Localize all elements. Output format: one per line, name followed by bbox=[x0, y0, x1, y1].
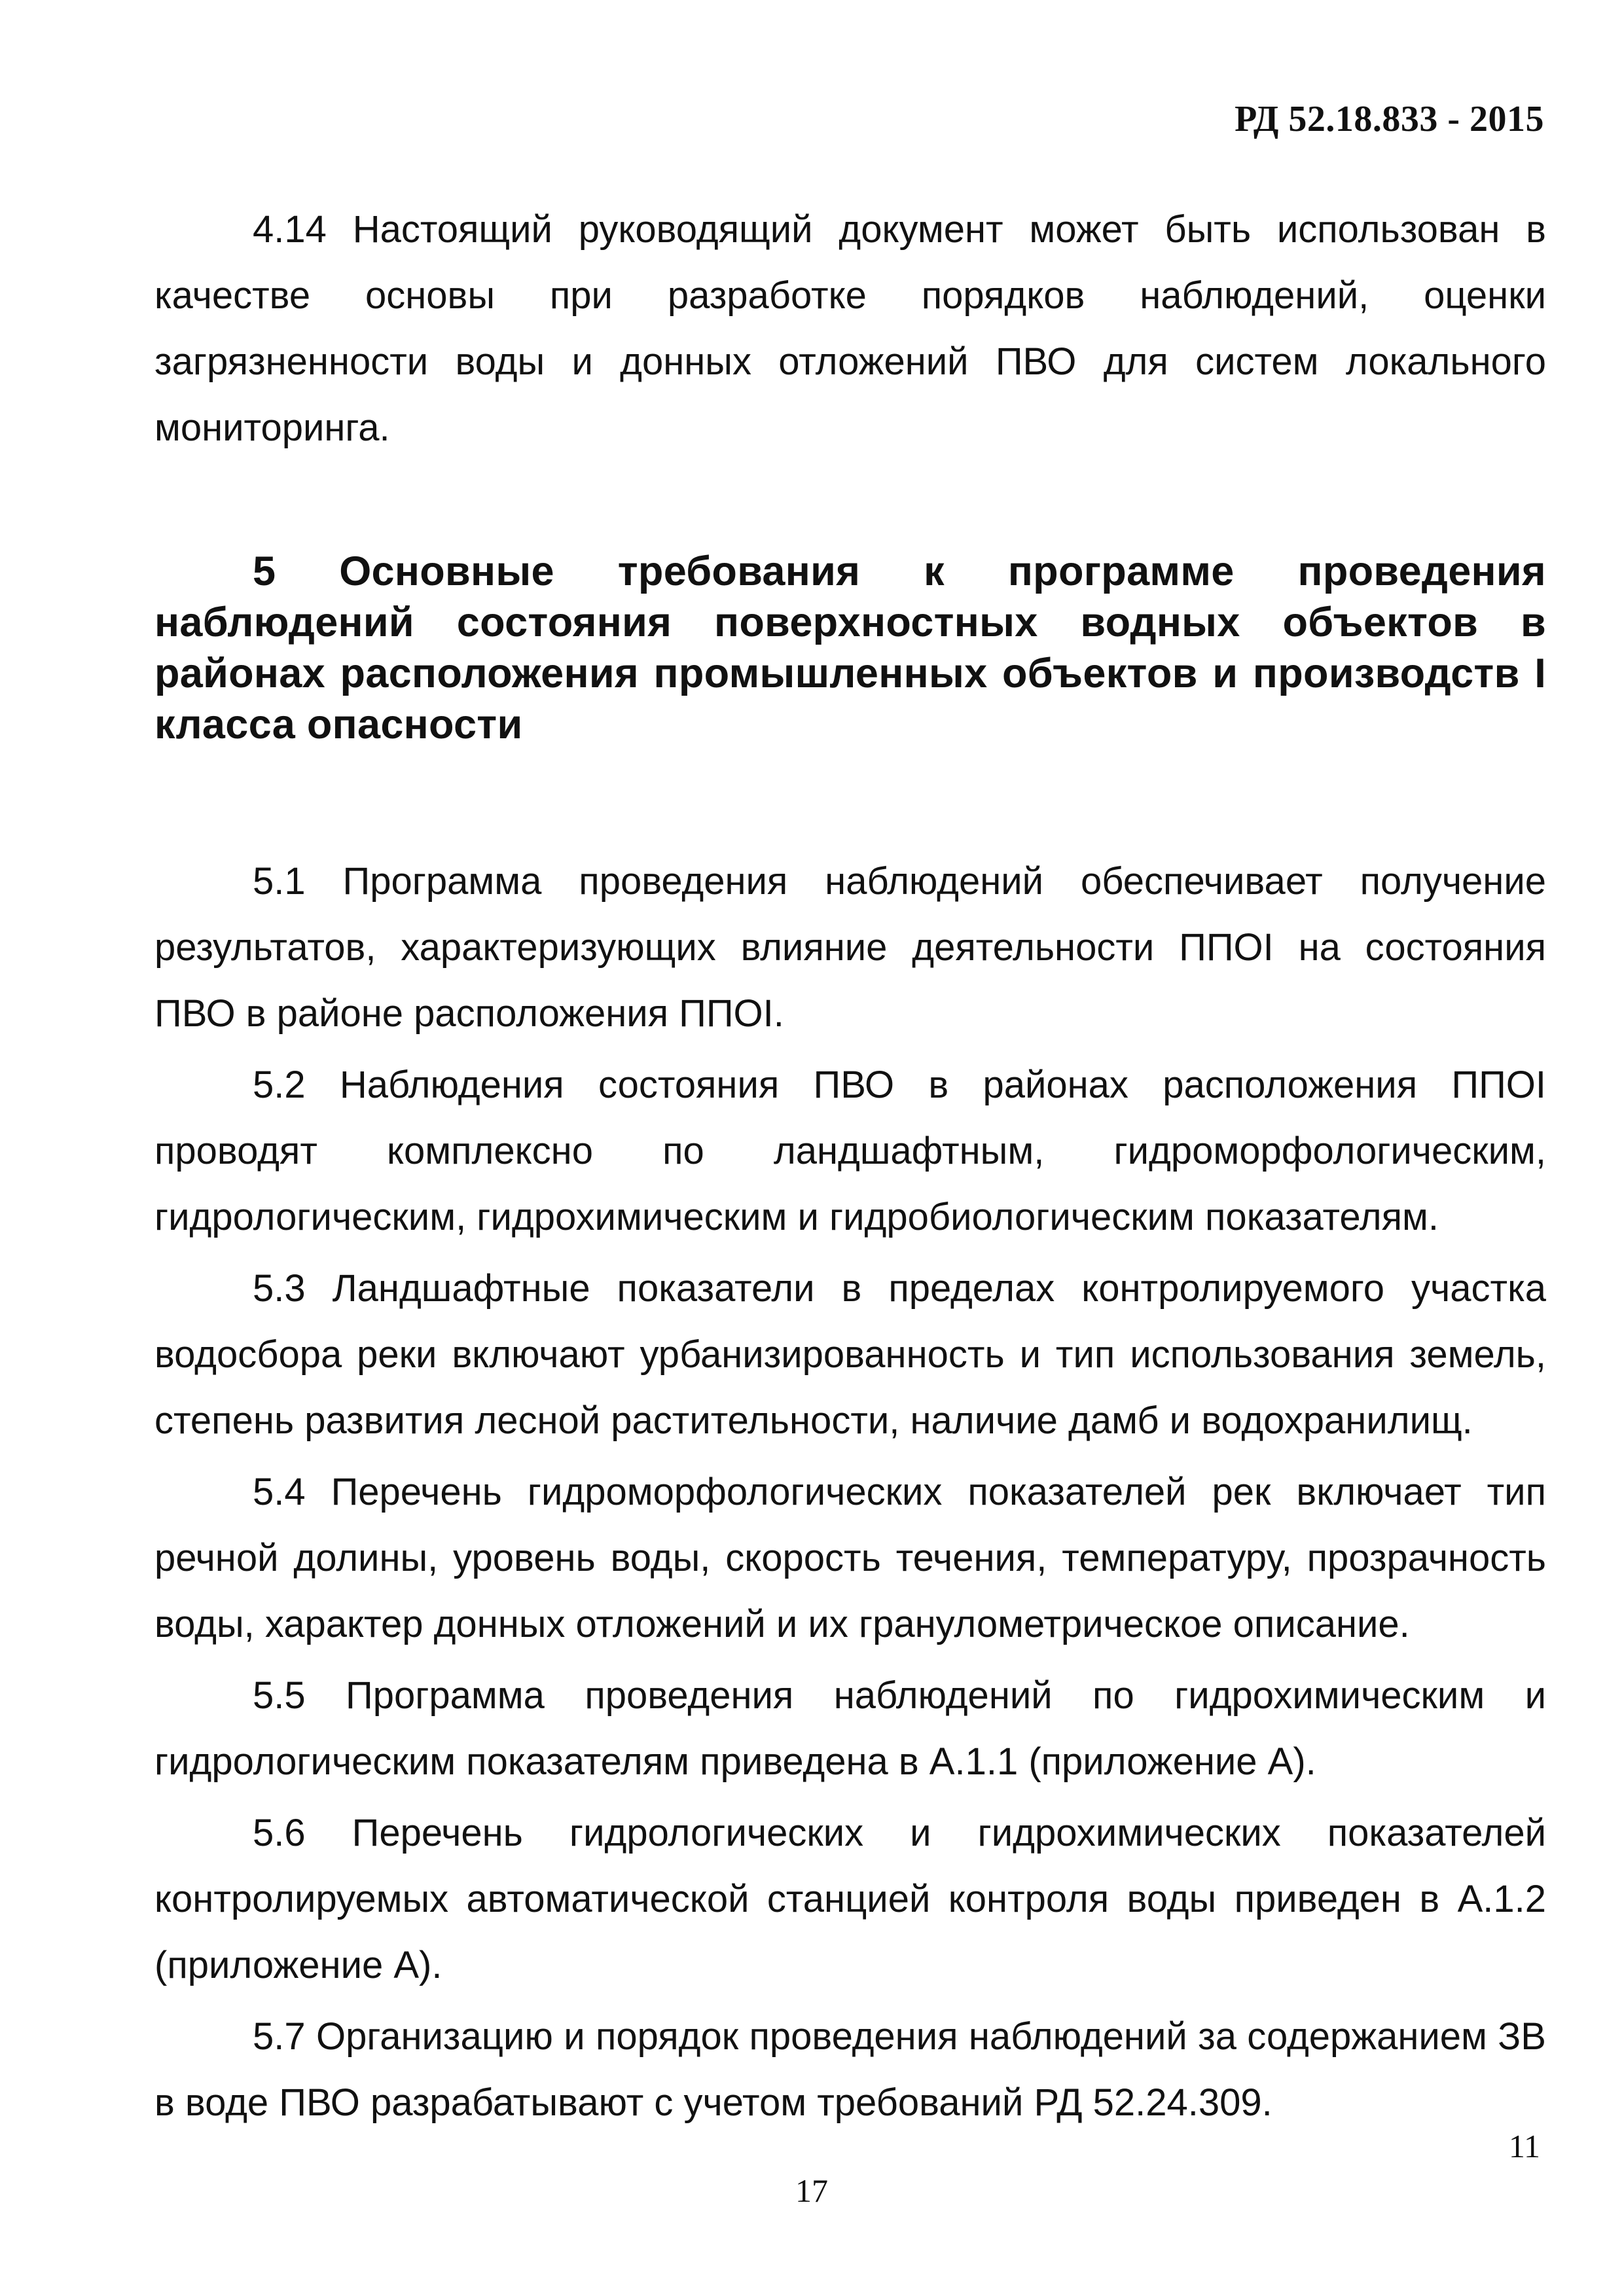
paragraph-5-1: 5.1 Программа проведения наблюдений обеспечивает получение результатов, характеризующих влияние деятельности ППОI на состояния ПВО в районе расположения ППОI. bbox=[154, 860, 1546, 1035]
document-code: РД 52.18.833 - 2015 bbox=[1235, 99, 1544, 139]
paragraph-5-5: 5.5 Программа проведения наблюдений по гидрохимическим и гидрологическим показателям приведена в А.1.1 (приложение А). bbox=[154, 1674, 1546, 1783]
section-5-heading: 5 Основные требования к программе проведения наблюдений состояния поверхностных водных объектов в районах расположения промышленных объектов и производств I класса опасности bbox=[154, 548, 1546, 747]
paragraph-5-2: 5.2 Наблюдения состояния ПВО в районах расположения ППОI проводят комплексно по ландшафтным, гидроморфологическим, гидрологическим, гидрохимическим и гидробиологическим показателям. bbox=[154, 1064, 1546, 1238]
document-page-number: 11 bbox=[1508, 2128, 1540, 2164]
file-page-number: 17 bbox=[795, 2172, 828, 2209]
paragraph-5-7: 5.7 Организацию и порядок проведения наблюдений за содержанием ЗВ в воде ПВО разрабатывают с учетом требований РД 52.24.309. bbox=[154, 2015, 1546, 2124]
document-body bbox=[154, 196, 1546, 2136]
paragraph-5-4: 5.4 Перечень гидроморфологических показателей рек включает тип речной долины, уровень воды, скорость течения, температуру, прозрачность воды, характер донных отложений и их гранулометрическое описание. bbox=[154, 1471, 1546, 1645]
paragraph-5-3: 5.3 Ландшафтные показатели в пределах контролируемого участка водосбора реки включают урбанизированность и тип использования земель, степень развития лесной растительности, наличие дамб и водохранилищ. bbox=[154, 1267, 1546, 1442]
paragraph-5-6: 5.6 Перечень гидрологических и гидрохимических показателей контролируемых автоматической станцией контроля воды приведен в А.1.2 (приложение А). bbox=[154, 1812, 1546, 1986]
spacer bbox=[154, 750, 1546, 848]
paragraph-4-14: 4.14 Настоящий руководящий документ может быть использован в качестве основы при разработке порядков наблюдений, оценки загрязненности воды и донных отложений ПВО для систем локального мониторинга. bbox=[154, 208, 1546, 449]
